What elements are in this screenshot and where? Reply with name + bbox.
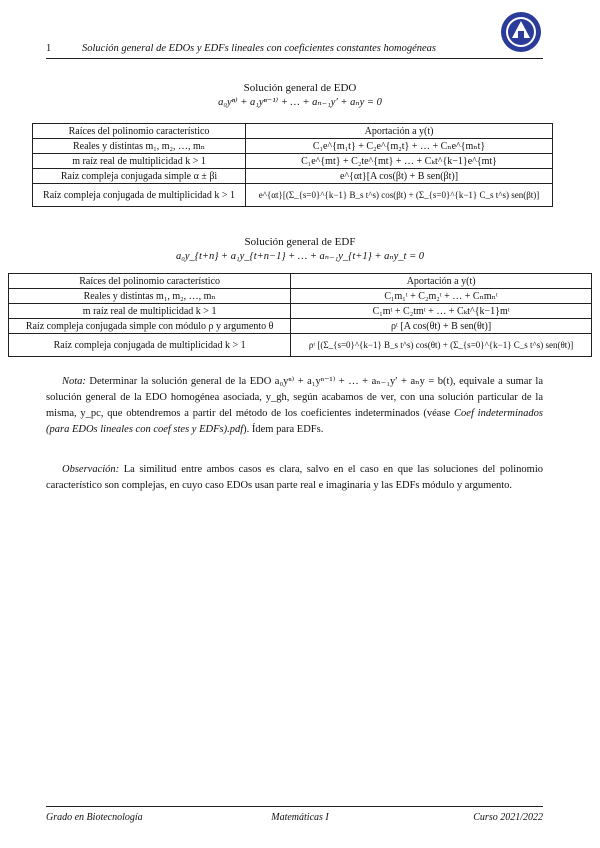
edf-equation: a₀y_{t+n} + a₁y_{t+n−1} + … + aₙ₋₁y_{t+1} + aₙy_t = 0 bbox=[175, 251, 425, 262]
table-row bbox=[9, 334, 592, 357]
contribution-cell: C₁m₁ᵗ + C₂m₂ᵗ + … + Cₙmₙᵗ bbox=[291, 289, 592, 304]
note-tail: ). Ídem para EDFs. bbox=[243, 424, 324, 435]
page-number: 1 bbox=[46, 43, 52, 54]
roots-cell: Raíz compleja conjugada de multiplicidad k > 1 bbox=[33, 184, 246, 207]
edo-title: Solución general de EDO bbox=[243, 82, 357, 94]
contribution-cell: C₁e^{m₁t} + C₂e^{m₂t} + … + Cₙe^{mₙt} bbox=[246, 139, 553, 154]
column-header: Raíces del polinomio característico bbox=[33, 124, 246, 139]
edf-title: Solución general de EDF bbox=[244, 236, 356, 248]
footer-degree: Grado en Biotecnología bbox=[46, 812, 143, 823]
contribution-cell: C₁mᵗ + C₂tmᵗ + … + Cₖt^{k−1}mᵗ bbox=[291, 304, 592, 319]
table-row bbox=[33, 154, 553, 169]
contribution-cell: ρᵗ [(Σ_{s=0}^{k−1} B_s t^s) cos(θt) + (Σ_{s=0}^{k−1} C_s t^s) sen(θt)] bbox=[291, 334, 592, 357]
table-row bbox=[33, 139, 553, 154]
header-rule bbox=[46, 58, 543, 59]
table-header-row bbox=[33, 124, 553, 139]
note-text: Determinar la solución general de la EDO a₀yⁿ⁾ + a₁yⁿ⁻¹⁾ + … + aₙ₋₁y′ + aₙy = b(t), equivale a sumar la solución general de la EDO homogénea asociada, y_gh, según acabamos de ver, con una solución particular de la misma, y_pc, que obtendremos a partir del método de los coeficientes indeterminados (véase bbox=[46, 376, 544, 419]
table-row bbox=[33, 184, 553, 207]
page-header bbox=[46, 43, 543, 57]
observation-paragraph bbox=[46, 462, 543, 494]
note-reference: Coef indeterminados (para EDOs lineales con coef stes y EDFs).pdf bbox=[46, 408, 543, 435]
roots-cell: m raíz real de multiplicidad k > 1 bbox=[33, 154, 246, 169]
contribution-cell: e^{αt}[(Σ_{s=0}^{k−1} B_s t^s) cos(βt) + (Σ_{s=0}^{k−1} C_s t^s) sen(βt)] bbox=[246, 184, 553, 207]
roots-cell: m raíz real de multiplicidad k > 1 bbox=[9, 304, 291, 319]
observation-text: La similitud entre ambos casos es clara, salvo en el caso en que las soluciones del polinomio característico son complejas, en cuyo caso EDOs usan parte real e imaginaria y las EDFs módulo y argumento. bbox=[46, 464, 543, 491]
table-row bbox=[9, 304, 592, 319]
table-header-row bbox=[9, 274, 592, 289]
footer-course: Matemáticas I bbox=[271, 812, 329, 823]
table-row bbox=[9, 289, 592, 304]
footer-year: Curso 2021/2022 bbox=[473, 812, 543, 823]
roots-cell: Raíz compleja conjugada de multiplicidad k > 1 bbox=[9, 334, 291, 357]
observation-label: Observación: bbox=[62, 464, 120, 475]
column-header: Raíces del polinomio característico bbox=[9, 274, 291, 289]
contribution-cell: C₁e^{mt} + C₂te^{mt} + … + Cₖt^{k−1}e^{mt} bbox=[246, 154, 553, 169]
table-row bbox=[33, 169, 553, 184]
note-paragraph bbox=[46, 374, 543, 438]
table-row bbox=[9, 319, 592, 334]
roots-cell: Reales y distintas m₁, m₂, …, mₙ bbox=[33, 139, 246, 154]
note-label: Nota: bbox=[62, 376, 86, 387]
column-header: Aportación a y(t) bbox=[246, 124, 553, 139]
edo-table bbox=[32, 123, 553, 207]
header-title: Solución general de EDOs y EDFs lineales con coeficientes constantes homogéneas bbox=[82, 43, 436, 54]
column-header: Aportación a y(t) bbox=[291, 274, 592, 289]
edf-table bbox=[8, 273, 592, 357]
edo-equation: a₀yⁿ⁾ + a₁yⁿ⁻¹⁾ + … + aₙ₋₁y′ + aₙy = 0 bbox=[218, 97, 382, 108]
footer-rule bbox=[46, 806, 543, 807]
roots-cell: Reales y distintas m₁, m₂, …, mₙ bbox=[9, 289, 291, 304]
roots-cell: Raíz compleja conjugada simple α ± βi bbox=[33, 169, 246, 184]
contribution-cell: ρᵗ [A cos(θt) + B sen(θt)] bbox=[291, 319, 592, 334]
contribution-cell: e^{αt}[A cos(βt) + B sen(βt)] bbox=[246, 169, 553, 184]
roots-cell: Raíz compleja conjugada simple con módulo ρ y argumento θ bbox=[9, 319, 291, 334]
